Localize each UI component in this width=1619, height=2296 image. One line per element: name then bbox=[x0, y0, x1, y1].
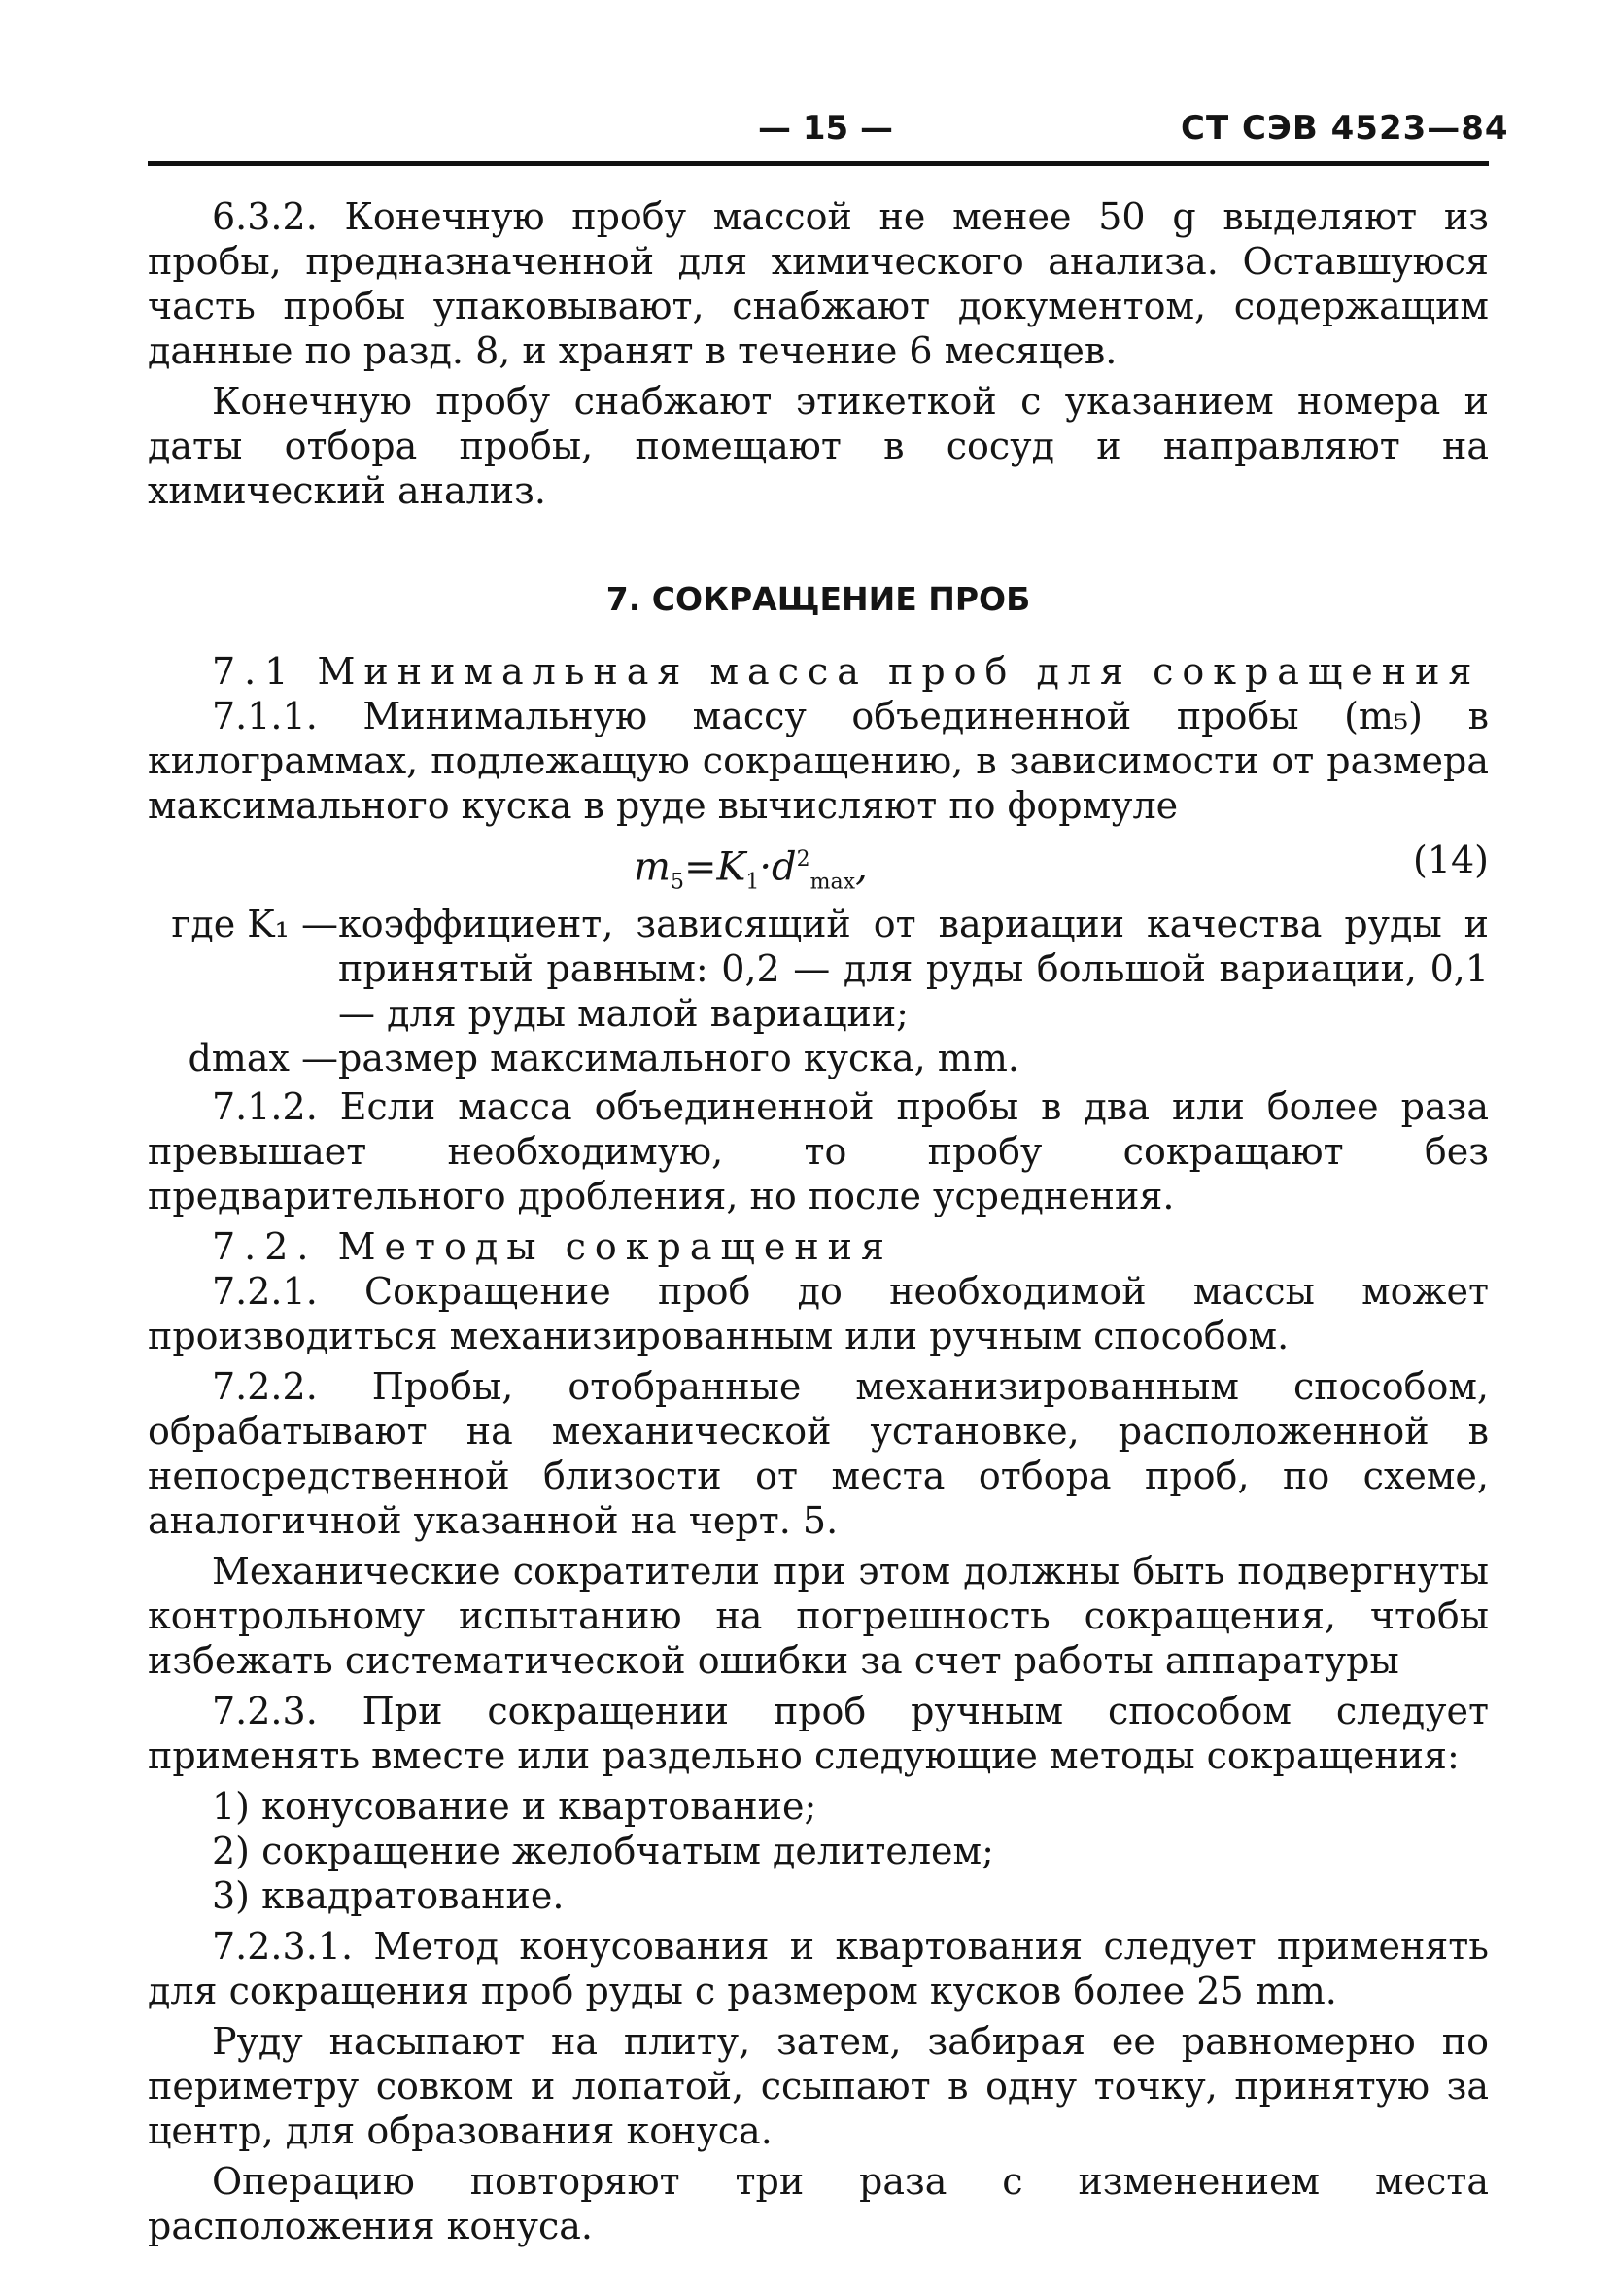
definition-text: коэффициент, зависящий от вариации качества руды и принятый равным: 0,2 — для руды большой вариации, 0,1 — для руды малой вариации; bbox=[338, 903, 1489, 1035]
paragraph-ore: Руду насыпают на плиту, затем, забирая ее равномерно по периметру совком и лопатой, ссыпают в одну точку, принятую за центр, для образования конуса. bbox=[148, 2020, 1489, 2152]
methods-list bbox=[148, 1784, 1489, 1918]
subsection-title-7-1: 7.1 Минимальная масса проб для сокращения bbox=[212, 650, 1481, 693]
paragraph-6-3-2: 6.3.2. Конечную пробу массой не менее 50 g выделяют из пробы, предназначенной для химического анализа. Оставшуюся часть пробы упаковывают, снабжают документом, содержащим данные по разд. 8, и хранят в течение 6 месяцев. bbox=[148, 195, 1489, 372]
paragraph-7-2-2-dividers: Механические сократители при этом должны быть подвергнуты контрольному испытанию на погрешность сокращения, чтобы избежать систематической ошибки за счет работы аппаратуры bbox=[148, 1550, 1489, 1682]
definition-term: где K₁ — bbox=[171, 903, 338, 945]
paragraph-7-2-2: 7.2.2. Пробы, отобранные механизированным способом, обрабатывают на механической установке, расположенной в непосредственной близости от места отбора проб, по схеме, аналогичной указанной на черт. 5. bbox=[148, 1365, 1489, 1542]
definition-k1 bbox=[148, 902, 1489, 1036]
definition-term: dmax — bbox=[188, 1037, 338, 1079]
subsection-title-7-2: 7.2. Методы сокращения bbox=[212, 1225, 893, 1268]
paragraph-7-2-3-1: 7.2.3.1. Метод конусования и квартования следует применять для сокращения проб руды с размером кусков более 25 mm. bbox=[148, 1925, 1489, 2012]
paragraph-7-2-1: 7.2.1. Сокращение проб до необходимой массы может производиться механизированным или ручным способом. bbox=[148, 1270, 1489, 1357]
formula-definitions bbox=[148, 902, 1489, 1080]
page-number: — 15 — bbox=[758, 109, 893, 148]
paragraph-7-1-2: 7.1.2. Если масса объединенной пробы в два или более раза превышает необходимую, то пробу сокращают без предварительного дробления, но после усреднения. bbox=[148, 1085, 1489, 1217]
list-item: 1) конусование и квартование; bbox=[212, 1785, 817, 1828]
document-code: СТ СЭВ 4523—84 bbox=[1181, 109, 1509, 148]
list-item: 2) сокращение желобчатым делителем; bbox=[212, 1830, 994, 1872]
formula: $m_5=K_1\cdot d^2_{max}$, bbox=[634, 844, 868, 895]
definition-dmax bbox=[148, 1036, 1489, 1080]
header-rule bbox=[148, 161, 1489, 166]
section-title: 7. СОКРАЩЕНИЕ ПРОБ bbox=[605, 580, 1031, 618]
formula-row bbox=[148, 834, 1489, 895]
paragraph-6-3-2-label: Конечную пробу снабжают этикеткой с указанием номера и даты отбора пробы, помещают в сосуд и направляют на химический анализ. bbox=[148, 380, 1489, 512]
equation-number: (14) bbox=[1412, 839, 1489, 881]
definition-text: размер максимального куска, mm. bbox=[338, 1037, 1019, 1079]
paragraph-7-2-3: 7.2.3. При сокращении проб ручным способом следует применять вместе или раздельно следующие методы сокращения: bbox=[148, 1690, 1489, 1777]
paragraph-repeat: Операцию повторяют три раза с изменением места расположения конуса. bbox=[148, 2160, 1489, 2247]
document-body bbox=[148, 194, 1489, 2254]
list-item: 3) квадратование. bbox=[212, 1874, 565, 1917]
paragraph-7-1-1: 7.1.1. Минимальную массу объединенной пробы (m₅) в килограммах, подлежащую сокращению, в зависимости от размера максимального куска в руде вычисляют по формуле bbox=[148, 695, 1489, 827]
